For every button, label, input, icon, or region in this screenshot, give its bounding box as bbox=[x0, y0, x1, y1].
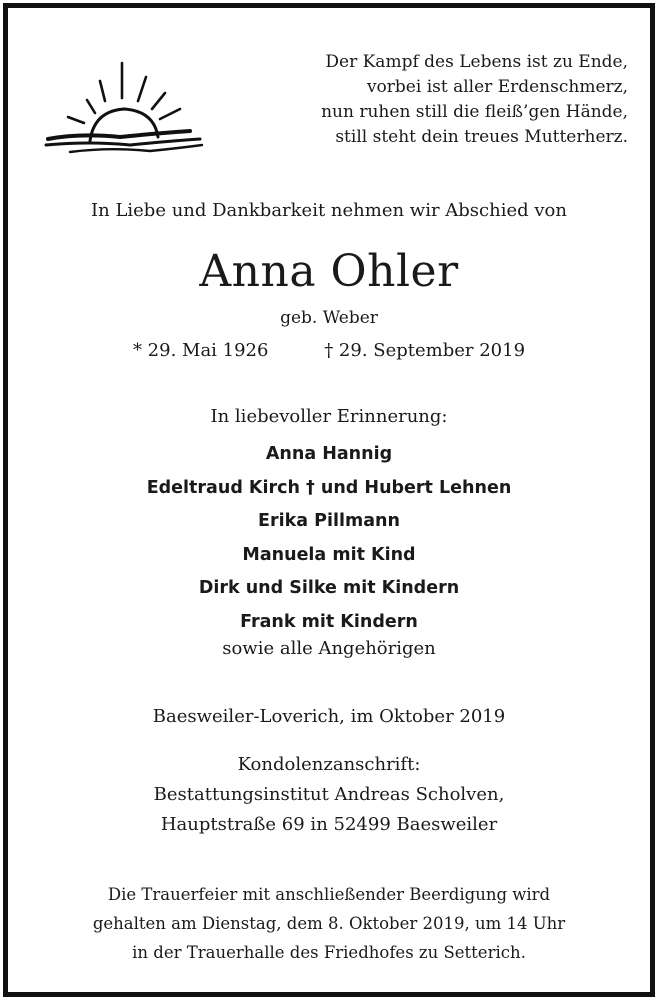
maiden-name: geb. Weber bbox=[280, 308, 378, 328]
mourners-list bbox=[8, 438, 650, 639]
funeral-line: Die Trauerfeier mit anschließender Beerdigung wird bbox=[107, 885, 551, 904]
life-dates bbox=[8, 340, 650, 361]
poem-line: nun ruhen still die fleiß’gen Hände, bbox=[321, 102, 628, 122]
poem-line: Der Kampf des Lebens ist zu Ende, bbox=[325, 52, 628, 72]
condolence-address bbox=[8, 750, 650, 840]
poem-line: vorbei ist aller Erdenschmerz, bbox=[366, 77, 628, 97]
mourner-name: Frank mit Kindern bbox=[240, 611, 418, 632]
funeral-line: gehalten am Dienstag, dem 8. Oktober 2019, um 14 Uhr bbox=[92, 914, 566, 933]
deceased-name: Anna Ohler bbox=[199, 246, 459, 297]
intro-text: In Liebe und Dankbarkeit nehmen wir Abschied von bbox=[91, 200, 567, 221]
funeral-line: in der Trauerhalle des Friedhofes zu Setterich. bbox=[132, 943, 526, 962]
mourner-name: Dirk und Silke mit Kindern bbox=[198, 578, 460, 598]
memory-label: In liebevoller Erinnerung: bbox=[210, 406, 448, 427]
mourner-name: Erika Pillmann bbox=[258, 511, 400, 531]
mourner-name: Manuela mit Kind bbox=[242, 544, 416, 565]
poem bbox=[321, 50, 628, 150]
obituary-notice bbox=[3, 3, 655, 997]
mourner-name: Anna Hannig bbox=[265, 444, 393, 464]
birth-date: * 29. Mai 1926 bbox=[132, 340, 269, 361]
condolence-label: Kondolenzanschrift: bbox=[237, 754, 421, 775]
relatives-text: sowie alle Angehörigen bbox=[222, 638, 436, 659]
place-date: Baesweiler-Loverich, im Oktober 2019 bbox=[152, 706, 506, 727]
death-date: † 29. September 2019 bbox=[324, 340, 526, 361]
poem-line: still steht dein treues Mutterherz. bbox=[335, 127, 628, 147]
mourner-name: Edeltraud Kirch † und Hubert Lehnen bbox=[146, 477, 512, 498]
setting-sun-icon bbox=[40, 53, 210, 163]
condolence-line: Hauptstraße 69 in 52499 Baesweiler bbox=[160, 814, 498, 835]
condolence-line: Bestattungsinstitut Andreas Scholven, bbox=[153, 784, 505, 805]
funeral-info bbox=[8, 880, 650, 967]
